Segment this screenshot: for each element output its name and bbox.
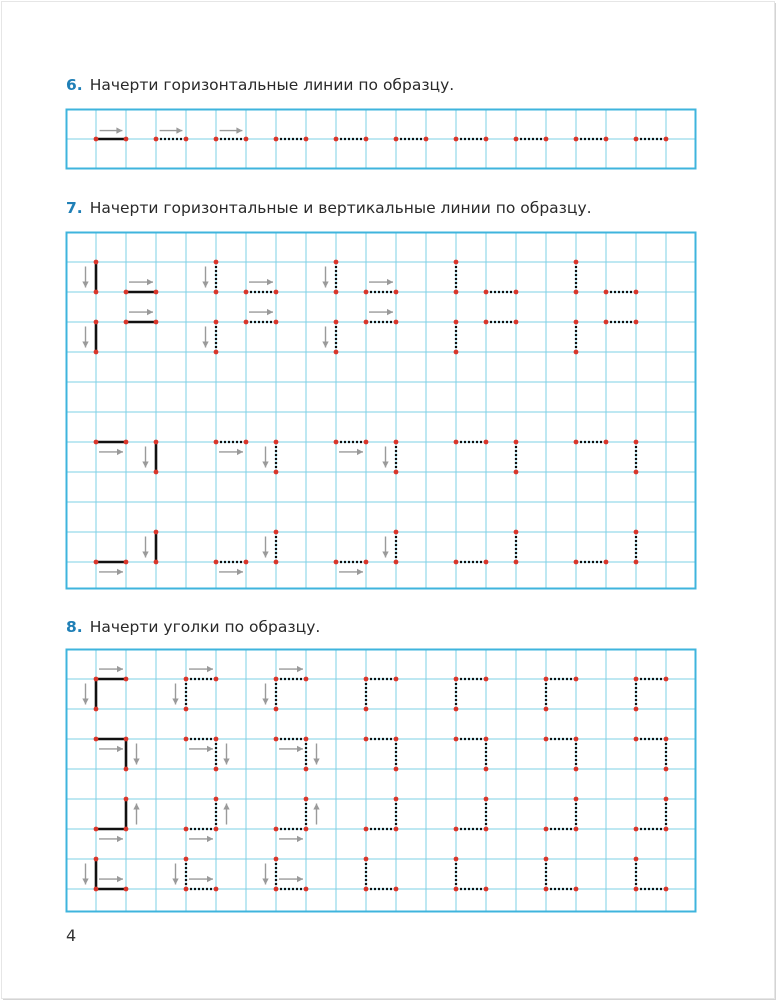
red-dot <box>574 767 579 772</box>
red-dot <box>394 530 399 535</box>
red-dot <box>304 737 309 742</box>
red-dot <box>634 887 639 892</box>
red-dot <box>394 470 399 475</box>
red-dot <box>394 320 399 325</box>
red-dot <box>274 560 279 565</box>
red-dot <box>304 827 309 832</box>
red-dot <box>454 737 459 742</box>
red-dot <box>334 350 339 355</box>
red-dot <box>334 560 339 565</box>
red-dot <box>574 887 579 892</box>
red-dot <box>364 290 369 295</box>
red-dot <box>574 440 579 445</box>
red-dot <box>274 440 279 445</box>
red-dot <box>274 290 279 295</box>
red-dot <box>394 137 399 142</box>
red-dot <box>394 440 399 445</box>
red-dot <box>454 857 459 862</box>
red-dot <box>334 290 339 295</box>
red-dot <box>214 827 219 832</box>
red-dot <box>394 560 399 565</box>
red-dot <box>394 737 399 742</box>
red-dot <box>184 707 189 712</box>
red-dot <box>154 137 159 142</box>
red-dot <box>574 290 579 295</box>
red-dot <box>274 887 279 892</box>
red-dot <box>214 767 219 772</box>
red-dot <box>334 440 339 445</box>
red-dot <box>454 827 459 832</box>
red-dot <box>364 737 369 742</box>
red-dot <box>424 137 429 142</box>
red-dot <box>214 320 219 325</box>
red-dot <box>274 530 279 535</box>
red-dot <box>664 737 669 742</box>
red-dot <box>304 677 309 682</box>
red-dot <box>454 887 459 892</box>
red-dot <box>184 827 189 832</box>
task-7-title <box>66 199 592 217</box>
red-dot <box>574 677 579 682</box>
red-dot <box>484 767 489 772</box>
red-dot <box>634 290 639 295</box>
task-8-grid[interactable] <box>66 649 699 912</box>
red-dot <box>184 857 189 862</box>
red-dot <box>304 767 309 772</box>
red-dot <box>334 260 339 265</box>
task-8-number: 8. <box>66 618 83 636</box>
red-dot <box>124 560 129 565</box>
task-7-text: Начерти горизонтальные и вертикальные линии по образцу. <box>89 199 592 217</box>
red-dot <box>604 137 609 142</box>
red-dot <box>94 857 99 862</box>
red-dot <box>514 137 519 142</box>
red-dot <box>274 827 279 832</box>
red-dot <box>364 320 369 325</box>
red-dot <box>274 857 279 862</box>
red-dot <box>454 440 459 445</box>
red-dot <box>544 857 549 862</box>
red-dot <box>304 887 309 892</box>
red-dot <box>634 560 639 565</box>
red-dot <box>664 887 669 892</box>
red-dot <box>214 350 219 355</box>
red-dot <box>184 737 189 742</box>
red-dot <box>364 857 369 862</box>
red-dot <box>394 797 399 802</box>
red-dot <box>604 320 609 325</box>
red-dot <box>334 320 339 325</box>
red-dot <box>454 707 459 712</box>
red-dot <box>94 290 99 295</box>
red-dot <box>94 137 99 142</box>
red-dot <box>364 707 369 712</box>
red-dot <box>634 677 639 682</box>
red-dot <box>544 737 549 742</box>
red-dot <box>94 440 99 445</box>
red-dot <box>184 887 189 892</box>
red-dot <box>364 827 369 832</box>
red-dot <box>574 797 579 802</box>
red-dot <box>634 320 639 325</box>
red-dot <box>514 470 519 475</box>
red-dot <box>454 290 459 295</box>
red-dot <box>94 707 99 712</box>
red-dot <box>484 440 489 445</box>
red-dot <box>574 737 579 742</box>
red-dot <box>364 440 369 445</box>
red-dot <box>154 530 159 535</box>
red-dot <box>124 767 129 772</box>
red-dot <box>124 677 129 682</box>
red-dot <box>484 887 489 892</box>
red-dot <box>604 290 609 295</box>
red-dot <box>334 137 339 142</box>
red-dot <box>394 290 399 295</box>
task-6-grid[interactable] <box>66 109 699 170</box>
red-dot <box>664 137 669 142</box>
task-6-text: Начерти горизонтальные линии по образцу. <box>89 76 455 94</box>
red-dot <box>514 440 519 445</box>
red-dot <box>274 707 279 712</box>
workbook-page <box>1 1 775 999</box>
red-dot <box>634 470 639 475</box>
red-dot <box>394 887 399 892</box>
red-dot <box>244 290 249 295</box>
red-dot <box>214 260 219 265</box>
red-dot <box>484 320 489 325</box>
red-dot <box>514 320 519 325</box>
red-dot <box>454 137 459 142</box>
red-dot <box>214 737 219 742</box>
red-dot <box>244 137 249 142</box>
red-dot <box>634 737 639 742</box>
red-dot <box>394 767 399 772</box>
red-dot <box>94 827 99 832</box>
red-dot <box>214 887 219 892</box>
task-8-text: Начерти уголки по образцу. <box>89 618 321 636</box>
red-dot <box>214 137 219 142</box>
red-dot <box>574 260 579 265</box>
red-dot <box>94 260 99 265</box>
red-dot <box>364 677 369 682</box>
grid-background <box>66 232 696 589</box>
red-dot <box>484 737 489 742</box>
red-dot <box>274 737 279 742</box>
red-dot <box>304 137 309 142</box>
red-dot <box>664 827 669 832</box>
red-dot <box>664 797 669 802</box>
red-dot <box>244 320 249 325</box>
red-dot <box>214 677 219 682</box>
red-dot <box>574 350 579 355</box>
red-dot <box>544 707 549 712</box>
red-dot <box>634 827 639 832</box>
red-dot <box>484 137 489 142</box>
red-dot <box>244 560 249 565</box>
red-dot <box>484 560 489 565</box>
red-dot <box>214 560 219 565</box>
red-dot <box>394 827 399 832</box>
red-dot <box>454 260 459 265</box>
red-dot <box>454 350 459 355</box>
red-dot <box>454 320 459 325</box>
grid-background <box>66 649 696 912</box>
red-dot <box>154 320 159 325</box>
red-dot <box>454 560 459 565</box>
red-dot <box>454 677 459 682</box>
red-dot <box>184 677 189 682</box>
red-dot <box>544 887 549 892</box>
red-dot <box>574 137 579 142</box>
red-dot <box>514 560 519 565</box>
red-dot <box>544 827 549 832</box>
red-dot <box>244 440 249 445</box>
red-dot <box>154 470 159 475</box>
red-dot <box>124 137 129 142</box>
red-dot <box>214 440 219 445</box>
red-dot <box>94 320 99 325</box>
red-dot <box>544 137 549 142</box>
red-dot <box>154 560 159 565</box>
red-dot <box>124 320 129 325</box>
red-dot <box>484 827 489 832</box>
task-8-title <box>66 618 320 636</box>
red-dot <box>664 677 669 682</box>
red-dot <box>94 887 99 892</box>
red-dot <box>274 320 279 325</box>
red-dot <box>124 440 129 445</box>
red-dot <box>184 137 189 142</box>
red-dot <box>124 827 129 832</box>
red-dot <box>124 887 129 892</box>
red-dot <box>274 470 279 475</box>
red-dot <box>484 290 489 295</box>
red-dot <box>394 677 399 682</box>
red-dot <box>574 560 579 565</box>
red-dot <box>544 677 549 682</box>
red-dot <box>214 797 219 802</box>
red-dot <box>364 887 369 892</box>
red-dot <box>634 707 639 712</box>
task-7-grid[interactable] <box>66 232 699 589</box>
red-dot <box>634 530 639 535</box>
red-dot <box>574 320 579 325</box>
red-dot <box>514 530 519 535</box>
red-dot <box>94 350 99 355</box>
red-dot <box>364 560 369 565</box>
red-dot <box>94 560 99 565</box>
red-dot <box>274 137 279 142</box>
red-dot <box>634 440 639 445</box>
red-dot <box>484 677 489 682</box>
red-dot <box>514 290 519 295</box>
red-dot <box>664 767 669 772</box>
red-dot <box>124 290 129 295</box>
page-number: 4 <box>66 926 77 945</box>
red-dot <box>214 290 219 295</box>
red-dot <box>634 857 639 862</box>
red-dot <box>484 797 489 802</box>
red-dot <box>154 290 159 295</box>
red-dot <box>154 440 159 445</box>
task-6-number: 6. <box>66 76 83 94</box>
red-dot <box>574 827 579 832</box>
red-dot <box>364 137 369 142</box>
task-6-title <box>66 76 454 94</box>
task-7-number: 7. <box>66 199 83 217</box>
red-dot <box>124 737 129 742</box>
red-dot <box>94 677 99 682</box>
red-dot <box>274 677 279 682</box>
red-dot <box>634 137 639 142</box>
red-dot <box>124 797 129 802</box>
red-dot <box>604 440 609 445</box>
red-dot <box>94 737 99 742</box>
red-dot <box>304 797 309 802</box>
red-dot <box>604 560 609 565</box>
